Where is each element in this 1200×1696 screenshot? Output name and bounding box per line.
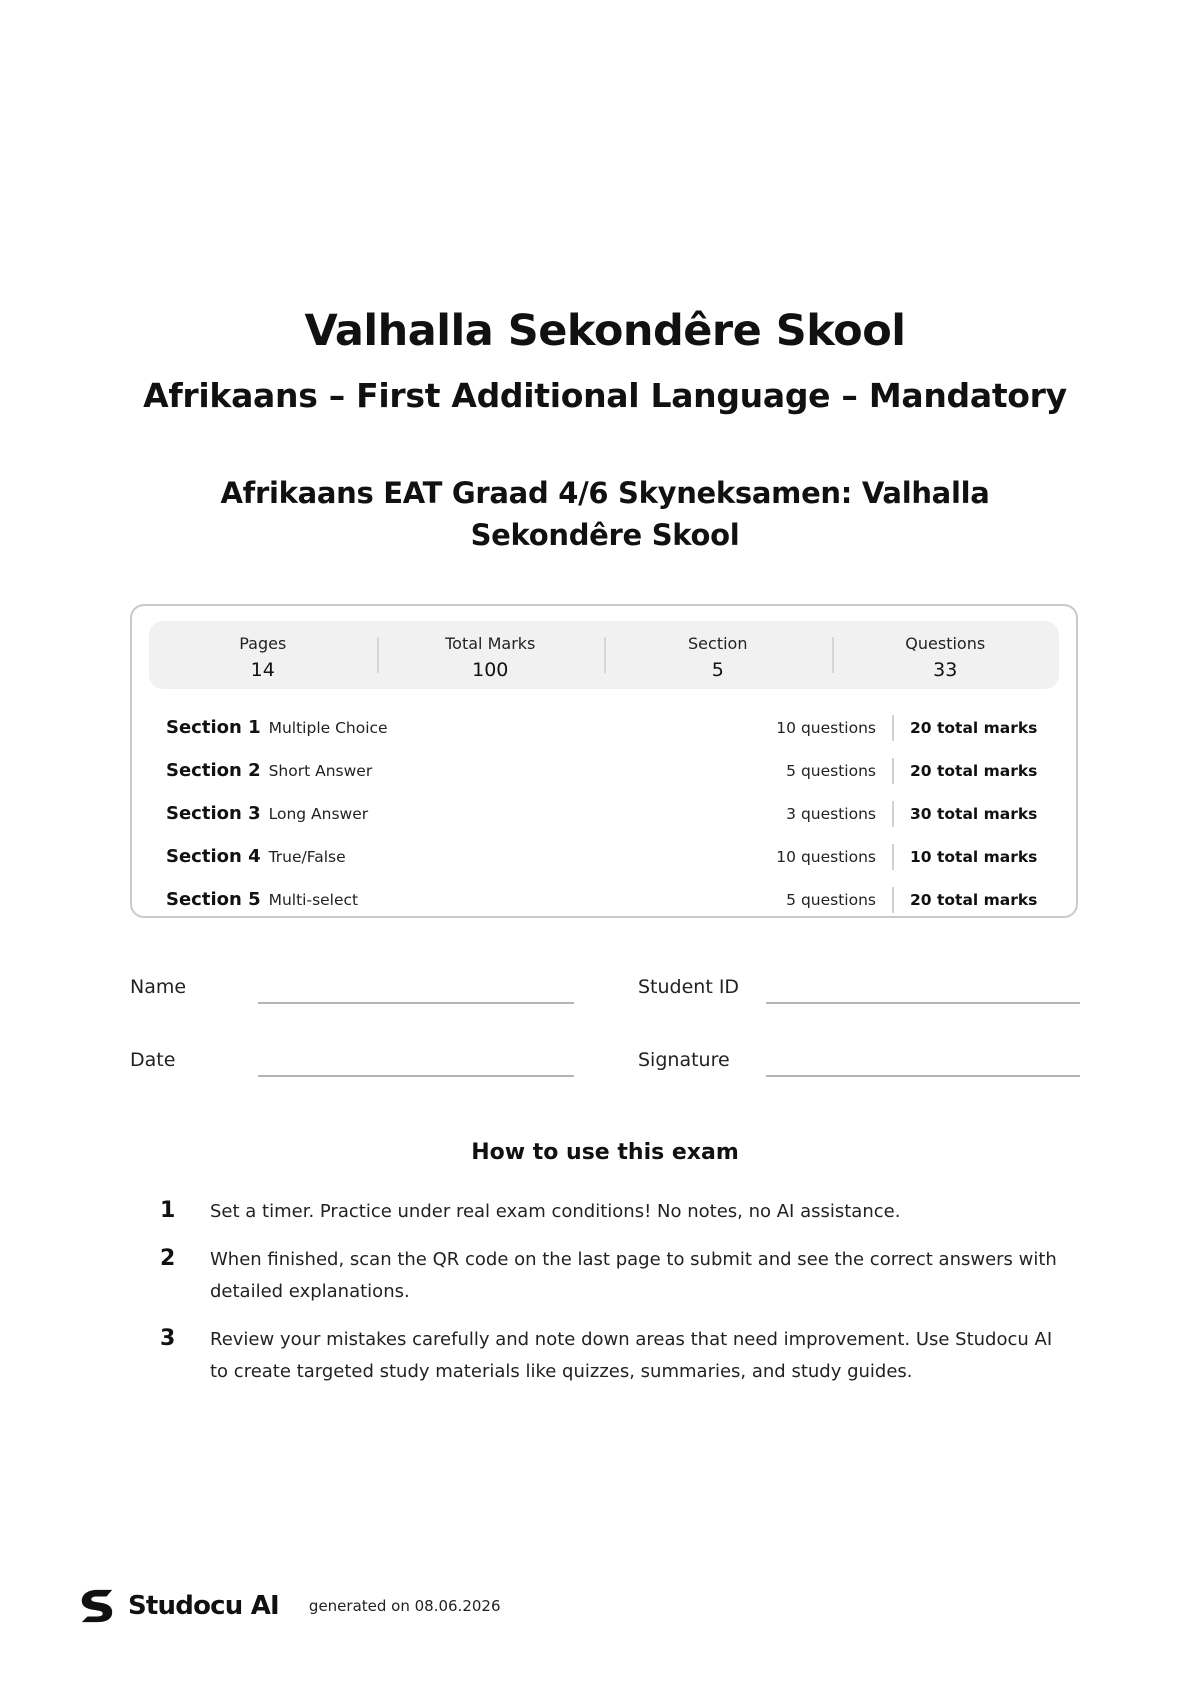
instruction-step: [160, 1244, 1060, 1308]
studocu-logo-icon: [78, 1587, 116, 1625]
step-number: 1: [160, 1198, 176, 1223]
stat-value: 33: [933, 659, 958, 681]
section-question-count: 3 questions: [786, 804, 876, 823]
section-marks-label: total marks: [936, 761, 1038, 780]
section-marks-number: 20: [910, 761, 932, 780]
name-label: Name: [130, 976, 187, 998]
subject-title: Afrikaans – First Additional Language – Mandatory: [143, 376, 1067, 415]
section-marks-label: total marks: [936, 718, 1038, 737]
section-row-5: [166, 878, 1044, 921]
date-field-line[interactable]: [258, 1075, 574, 1077]
instruction-steps: [160, 1196, 1060, 1404]
section-question-count: 5 questions: [786, 761, 876, 780]
section-marks: [894, 891, 1044, 909]
section-marks-label: total marks: [936, 804, 1038, 823]
stat-questions: [832, 621, 1060, 689]
section-marks: [894, 848, 1044, 866]
section-marks-label: total marks: [936, 847, 1038, 866]
signature-label: Signature: [638, 1049, 730, 1071]
step-text: When finished, scan the QR code on the last page to submit and see the correct answers with detailed explanations.: [210, 1249, 1057, 1302]
stat-label: Questions: [905, 634, 986, 653]
date-label: Date: [130, 1049, 176, 1071]
exam-title: Afrikaans EAT Graad 4/6 Skyneksamen: Valhalla Sekondêre Skool: [220, 476, 990, 552]
stat-total-marks: [377, 621, 605, 689]
name-field-line[interactable]: [258, 1002, 574, 1004]
school-title: Valhalla Sekondêre Skool: [304, 306, 906, 356]
stat-value: 5: [711, 659, 724, 681]
stats-bar: [149, 621, 1059, 689]
stat-label: Total Marks: [445, 634, 536, 653]
section-marks-number: 10: [910, 847, 932, 866]
section-row-1: [166, 706, 1044, 749]
section-type: Multi-select: [268, 890, 359, 909]
instruction-step: [160, 1196, 1060, 1228]
stat-value: 100: [472, 659, 509, 681]
signature-field-line[interactable]: [766, 1075, 1080, 1077]
section-question-count: 10 questions: [776, 718, 876, 737]
stat-sections: [604, 621, 832, 689]
instruction-step: [160, 1324, 1060, 1388]
section-marks-number: 20: [910, 718, 932, 737]
exam-summary-card: [130, 604, 1078, 918]
section-name: Section 3: [166, 803, 261, 824]
section-question-count: 10 questions: [776, 847, 876, 866]
footer: [78, 1587, 501, 1625]
step-number: 3: [160, 1326, 176, 1351]
section-marks-number: 20: [910, 890, 932, 909]
section-name: Section 1: [166, 717, 261, 738]
step-text: Review your mistakes carefully and note down areas that need improvement. Use Studocu AI to create targeted study materials like quizzes, summaries, and study guides.: [210, 1329, 1053, 1382]
instructions-title: How to use this exam: [471, 1140, 739, 1165]
stat-label: Pages: [239, 634, 287, 653]
section-question-count: 5 questions: [786, 890, 876, 909]
section-name: Section 5: [166, 889, 261, 910]
stat-label: Section: [688, 634, 748, 653]
generated-date: generated on 08.06.2026: [308, 1597, 501, 1615]
section-row-4: [166, 835, 1044, 878]
stat-value: 14: [250, 659, 275, 681]
section-marks-label: total marks: [936, 890, 1038, 909]
section-type: Short Answer: [268, 761, 373, 780]
section-name: Section 2: [166, 760, 261, 781]
section-row-2: [166, 749, 1044, 792]
step-text: Set a timer. Practice under real exam conditions! No notes, no AI assistance.: [210, 1201, 901, 1222]
section-type: True/False: [268, 847, 346, 866]
brand-name: Studocu AI: [128, 1591, 279, 1621]
section-marks: [894, 805, 1044, 823]
student-id-label: Student ID: [638, 976, 740, 998]
stat-pages: [149, 621, 377, 689]
section-marks-number: 30: [910, 804, 932, 823]
section-marks: [894, 719, 1044, 737]
section-type: Long Answer: [268, 804, 369, 823]
section-row-3: [166, 792, 1044, 835]
section-type: Multiple Choice: [268, 718, 388, 737]
step-number: 2: [160, 1246, 176, 1271]
section-marks: [894, 762, 1044, 780]
section-name: Section 4: [166, 846, 261, 867]
section-list: [166, 706, 1044, 921]
student-id-field-line[interactable]: [766, 1002, 1080, 1004]
